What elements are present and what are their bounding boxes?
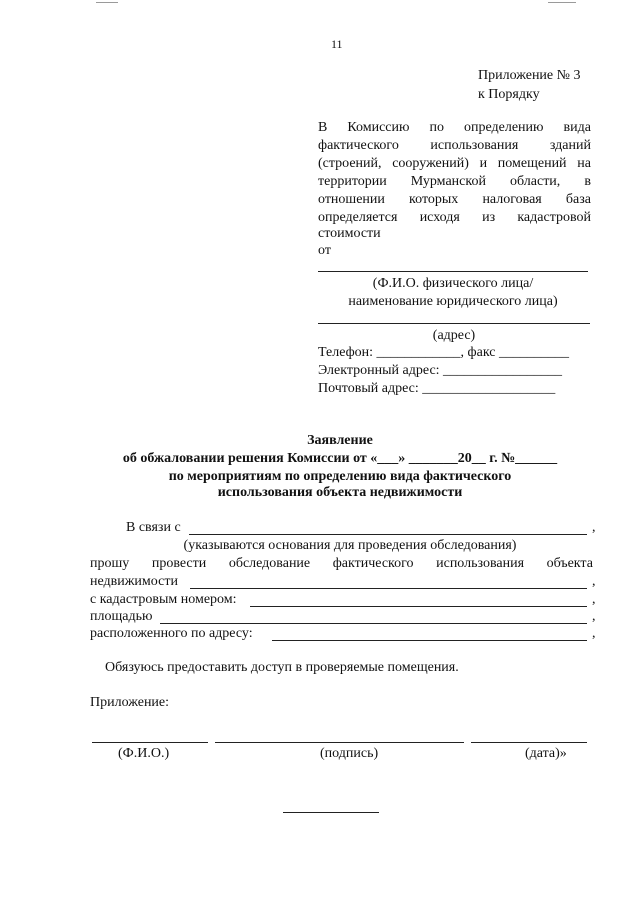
- basis-caption: (указываются основания для проведения обследования): [183, 538, 517, 553]
- attachment-label: Приложение:: [90, 695, 170, 710]
- addressee-word: сооружений): [392, 156, 469, 171]
- trailing-comma: ,: [592, 609, 596, 624]
- request-word: объекта: [546, 556, 593, 571]
- fio-line[interactable]: [318, 271, 588, 272]
- addressee-word: налоговая: [482, 192, 542, 207]
- addressee-word: кадастровой: [517, 210, 591, 225]
- postal-address-field: Почтовый адрес: ___________________: [318, 381, 556, 396]
- date-caption: (дата)»: [525, 746, 567, 761]
- date-line[interactable]: [471, 742, 587, 743]
- addressee-word: база: [565, 192, 591, 207]
- addressee-line: [318, 174, 591, 190]
- fio-signature-line[interactable]: [92, 742, 208, 743]
- addressee-word: фактического: [318, 138, 399, 153]
- addressee-word: Мурманской: [410, 174, 486, 189]
- page-number: 11: [331, 37, 343, 51]
- addressee-word: (строений,: [318, 156, 382, 171]
- realty-line[interactable]: [190, 588, 587, 589]
- addressee-line: [318, 120, 591, 136]
- addressee-word: Комиссию: [347, 120, 410, 135]
- addressee-word: вида: [563, 120, 591, 135]
- addressee-word: В: [318, 120, 328, 135]
- cadastral-line[interactable]: [250, 606, 587, 607]
- from-label: от: [318, 243, 331, 258]
- email-field: Электронный адрес: _________________: [318, 363, 563, 378]
- addressee-word: которых: [409, 192, 459, 207]
- trailing-comma: ,: [592, 592, 596, 607]
- addressee-word: на: [577, 156, 591, 171]
- request-word: провести: [151, 556, 207, 571]
- cadastral-label: с кадастровым номером:: [90, 592, 237, 607]
- addressee-word: зданий: [549, 138, 591, 153]
- request-word: использования: [436, 556, 525, 571]
- org-caption: наименование юридического лица): [348, 294, 558, 309]
- title-line-4: использования объекта недвижимости: [217, 485, 463, 500]
- addressee-word: использования: [430, 138, 519, 153]
- trailing-comma: ,: [592, 574, 596, 589]
- request-line: [90, 556, 593, 572]
- fio-caption: (Ф.И.О. физического лица/: [372, 276, 534, 291]
- area-label: площадью: [90, 609, 153, 624]
- basis-line[interactable]: [189, 534, 587, 535]
- addressee-word: помещений: [497, 156, 567, 171]
- fio-caption-bottom: (Ф.И.О.): [118, 746, 170, 761]
- signature-line[interactable]: [215, 742, 464, 743]
- footnote-divider: [283, 812, 379, 813]
- addressee-word: из: [482, 210, 496, 225]
- addressee-word: по: [429, 120, 444, 135]
- title-line-3: по мероприятиям по определению вида фактического: [168, 469, 512, 484]
- trailing-comma: ,: [592, 520, 596, 535]
- trailing-comma: ,: [592, 626, 596, 641]
- addressee-word: определяется: [318, 210, 398, 225]
- in-connection-label: В связи с: [126, 520, 181, 535]
- located-line[interactable]: [272, 640, 587, 641]
- located-label: расположенного по адресу:: [90, 626, 253, 641]
- address-caption: (адрес): [432, 328, 476, 343]
- phone-fax-field: Телефон: ____________, факс __________: [318, 345, 570, 360]
- area-line[interactable]: [160, 623, 587, 624]
- request-word: обследование: [228, 556, 311, 571]
- addressee-word: отношении: [318, 192, 385, 207]
- obligation-text: Обязуюсь предоставить доступ в проверяемые помещения.: [105, 660, 459, 675]
- request-word: прошу: [90, 556, 130, 571]
- title-line-2: об обжаловании решения Комиссии от «___» _______20__ г. №______: [122, 451, 558, 466]
- appendix-label: Приложение № 3: [478, 68, 581, 83]
- addressee-line: [318, 156, 591, 172]
- addressee-word: области,: [510, 174, 561, 189]
- addressee-word: и: [479, 156, 488, 171]
- addressee-last-line: стоимости: [318, 226, 381, 241]
- signature-caption: (подпись): [320, 746, 379, 761]
- addressee-word: территории: [318, 174, 387, 189]
- addressee-word: исходя: [419, 210, 460, 225]
- addressee-line: [318, 192, 591, 208]
- realty-label: недвижимости: [90, 574, 178, 589]
- document-title: Заявление: [307, 433, 373, 448]
- appendix-order-label: к Порядку: [478, 87, 540, 102]
- address-line[interactable]: [318, 323, 590, 324]
- addressee-line: [318, 210, 591, 226]
- scan-mark: [96, 2, 118, 3]
- addressee-line: [318, 138, 591, 154]
- request-word: фактического: [332, 556, 414, 571]
- scan-mark: [548, 2, 576, 3]
- addressee-word: определению: [464, 120, 544, 135]
- addressee-word: в: [584, 174, 591, 189]
